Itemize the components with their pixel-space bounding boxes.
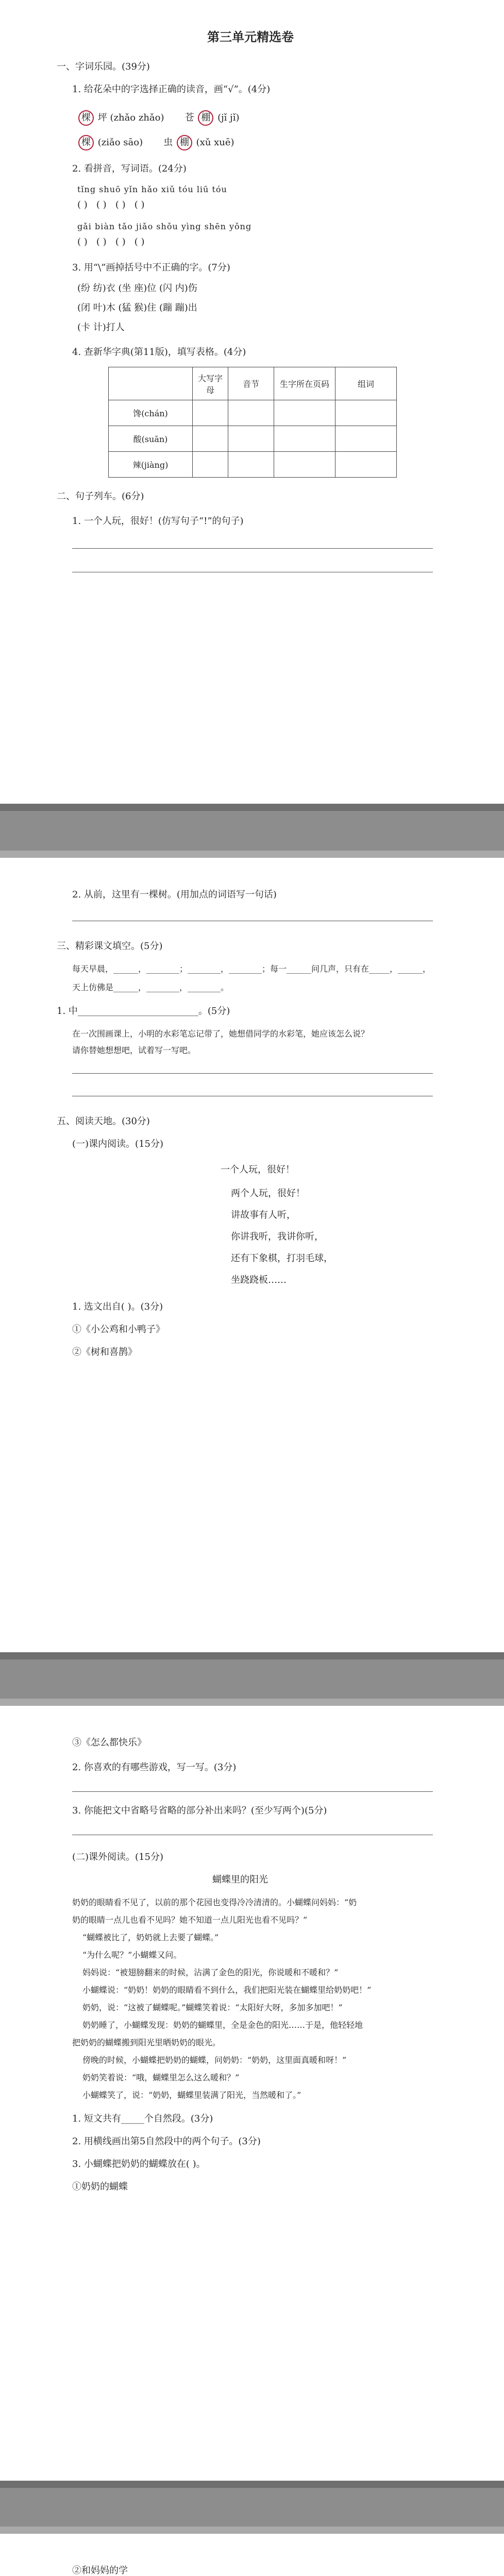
story-line: 把奶奶的蝴蝶搬到阳光里晒奶奶的眼光。 [72, 2038, 221, 2047]
question-text: 2. 看拼音，写词语。(24分) [72, 163, 187, 174]
pinyin-options: (xǔ xuē) [196, 137, 234, 148]
question-text: 在一次围画课上，小明的水彩笔忘记带了，她想借同学的水彩笔，她应该怎么说？ [72, 1029, 369, 1039]
table-cell[interactable] [193, 400, 228, 426]
table-header: 大写字母 [193, 367, 228, 400]
table-header [109, 367, 193, 400]
choice-row[interactable]: (闭 叶)木 (猛 猴)住 (蹦 蹦)出 [77, 302, 197, 313]
subsection-heading: (一)课内阅读。(15分) [72, 1139, 163, 1149]
choice-row[interactable]: (纷 纺)衣 (坐 座)位 (闪 内)伤 [77, 283, 197, 294]
table-cell[interactable] [193, 426, 228, 452]
option-text[interactable]: ①《小公鸡和小鸭子》 [72, 1324, 165, 1335]
section-heading: 五、阅读天地。(30分) [57, 1116, 150, 1127]
flower-choice-row [77, 135, 234, 150]
story-line: 小蝴蝶笑了，说：“奶奶，蝴蝶里装满了阳光，当然暖和了。” [82, 2090, 301, 2100]
table-header: 组词 [335, 367, 397, 400]
worksheet-page-4 [0, 2534, 504, 2576]
table-row-label: 辣(jiàng) [109, 452, 193, 478]
story-line: 奶奶的眼睛看不见了，以前的那个花园也变得冷冷清清的。小蝴蝶问妈妈：“奶 [72, 1897, 357, 1907]
flower-icon[interactable]: 棵 [78, 135, 94, 150]
question-text: 1. 选文出自( )。(3分) [72, 1301, 163, 1312]
worksheet-page-2 [0, 858, 504, 1652]
table-cell[interactable] [228, 452, 274, 478]
flower-icon[interactable]: 棚 [177, 135, 192, 150]
section-heading: 1. 中__________________________。(5分) [57, 1006, 230, 1016]
story-line: 奶奶，说：“这被了蝴蝶呢。”蝴蝶笑着说：“太阳好大呀，多加多加吧！” [82, 2003, 343, 2012]
story-line: 妈妈说：“被翅膀翻来的时候，沾满了金色的阳光，你说暖和不暖和？” [82, 1968, 339, 1977]
question-text: 3. 用“\”画掉括号中不正确的字。(7分) [72, 262, 230, 273]
dictionary-table [108, 367, 397, 478]
pinyin-options: (jǐ jǐ) [217, 112, 240, 123]
worksheet-page-1 [0, 0, 504, 804]
answer-brackets[interactable]: ( ) ( ) ( ) ( ) [77, 199, 145, 210]
question-text: 请你替她想想吧，试着写一写吧。 [72, 1045, 196, 1055]
table-cell[interactable] [274, 426, 335, 452]
story-line: 奶奶睡了，小蝴蝶发现：奶奶的蝴蝶里，全是金色的阳光……于是，他轻轻地 [82, 2020, 363, 2030]
option-text[interactable]: ③《怎么都快乐》 [72, 1737, 146, 1748]
choice-row[interactable]: (卡 计)打人 [77, 322, 125, 333]
subsection-heading: (二)课外阅读。(15分) [72, 1852, 163, 1862]
story-line: 小蝴蝶说：“奶奶！奶奶的眼睛看不到什么，我们把阳光装在蝴蝶里给奶奶吧！” [82, 1985, 372, 1995]
poem-title: 一个人玩，很好！ [221, 1164, 295, 1175]
char-label: 坪 [97, 112, 107, 123]
question-text: 3. 你能把文中省略号省略的部分补出来吗？(至少写两个)(5分) [72, 1805, 327, 1816]
question-text: 2. 你喜欢的有哪些游戏，写一写。(3分) [72, 1762, 237, 1773]
table-cell[interactable] [274, 452, 335, 478]
answer-line[interactable] [72, 548, 433, 549]
table-row-label: 馋(chán) [109, 400, 193, 426]
table-header: 音节 [228, 367, 274, 400]
option-text[interactable]: ①奶奶的蝴蝶 [72, 2181, 128, 2192]
question-text[interactable]: 3. 小蝴蝶把奶奶的蝴蝶放在( )。 [72, 2159, 206, 2170]
question-text[interactable]: 1. 短文共有_____个自然段。(3分) [72, 2113, 213, 2124]
answer-brackets[interactable]: ( ) ( ) ( ) ( ) [77, 236, 145, 247]
pinyin-options: (ziǎo sāo) [97, 137, 143, 148]
question-text: 2. 用横线画出第5自然段中的两个句子。(3分) [72, 2136, 261, 2147]
flower-icon[interactable]: 棚 [198, 110, 213, 126]
flower-icon[interactable]: 棵 [78, 110, 94, 126]
question-text: 1. 给花朵中的字选择正确的读音，画“√”。(4分) [72, 84, 271, 95]
story-line: “蝴蝶被比了，奶奶就上去要了蝴蝶。” [82, 1933, 219, 1942]
question-text: 1. 一个人玩，很好！(仿写句子“!”的句子) [72, 516, 244, 527]
table-row-label: 酸(suān) [109, 426, 193, 452]
flower-choice-row [77, 110, 240, 126]
poem-line: 两个人玩，很好！ [231, 1188, 305, 1199]
fill-blank-text[interactable]: 天上仿佛是______，________，________。 [72, 982, 229, 992]
worksheet-page-3 [0, 1706, 504, 2481]
char-label: 虫 [163, 137, 173, 148]
option-text[interactable]: ②和妈妈的学 [72, 2565, 128, 2576]
table-cell[interactable] [335, 426, 397, 452]
pinyin-options: (zhǎo zhǎo) [110, 112, 164, 123]
answer-line[interactable] [72, 1073, 433, 1074]
table-cell[interactable] [228, 426, 274, 452]
answer-line[interactable] [72, 1791, 433, 1792]
poem-line: 你讲我听，我讲你听， [231, 1231, 324, 1242]
story-line: “为什么呢？”小蝴蝶又问。 [82, 1950, 182, 1960]
table-cell[interactable] [274, 400, 335, 426]
story-title: 蝴蝶里的阳光 [212, 1874, 268, 1885]
table-header: 生字所在页码 [274, 367, 335, 400]
section-heading: 三、精彩课文填空。(5分) [57, 941, 163, 952]
page-separator [0, 2481, 504, 2534]
fill-blank-text[interactable]: 每天早晨，______，________；________，________；每一______问几声，只有在_____，______， [72, 964, 431, 974]
option-text[interactable]: ②《树和喜鹊》 [72, 1347, 137, 1358]
page-separator [0, 804, 504, 858]
question-text: 2. 从前，这里有一棵树。(用加点的词语写一句话) [72, 889, 277, 900]
page-title: 第三单元精选卷 [207, 29, 294, 44]
question-text: 4. 查新华字典(第11版)，填写表格。(4分) [72, 347, 246, 358]
table-cell[interactable] [335, 400, 397, 426]
table-cell[interactable] [193, 452, 228, 478]
story-line: 傍晚的时候，小蝴蝶把奶奶的蝴蝶，问奶奶：“奶奶，这里面真暖和呀！” [82, 2055, 347, 2065]
table-cell[interactable] [228, 400, 274, 426]
section-heading: 一、字词乐园。(39分) [57, 61, 150, 72]
section-heading: 二、句子列车。(6分) [57, 491, 144, 502]
story-line: 奶的眼睛一点儿也看不见吗？她不知道一点儿阳光也看不见吗？” [72, 1915, 308, 1925]
pinyin-row: tǐng shuō yǐn hǎo xiǔ tóu liū tóu [77, 184, 227, 194]
table-cell[interactable] [335, 452, 397, 478]
page-separator [0, 1652, 504, 1706]
poem-line: 还有下象棋，打羽毛球， [231, 1253, 333, 1264]
char-label: 苍 [184, 112, 194, 123]
story-line: 奶奶笑着说：“哦，蝴蝶里怎么这么暖和？” [82, 2073, 240, 2082]
poem-line: 讲故事有人听， [231, 1210, 296, 1221]
pinyin-row: gǎi biàn tǎo jiǎo shǒu yìng shēn yǒng [77, 222, 252, 231]
poem-line: 坐跷跷板…… [231, 1275, 287, 1285]
